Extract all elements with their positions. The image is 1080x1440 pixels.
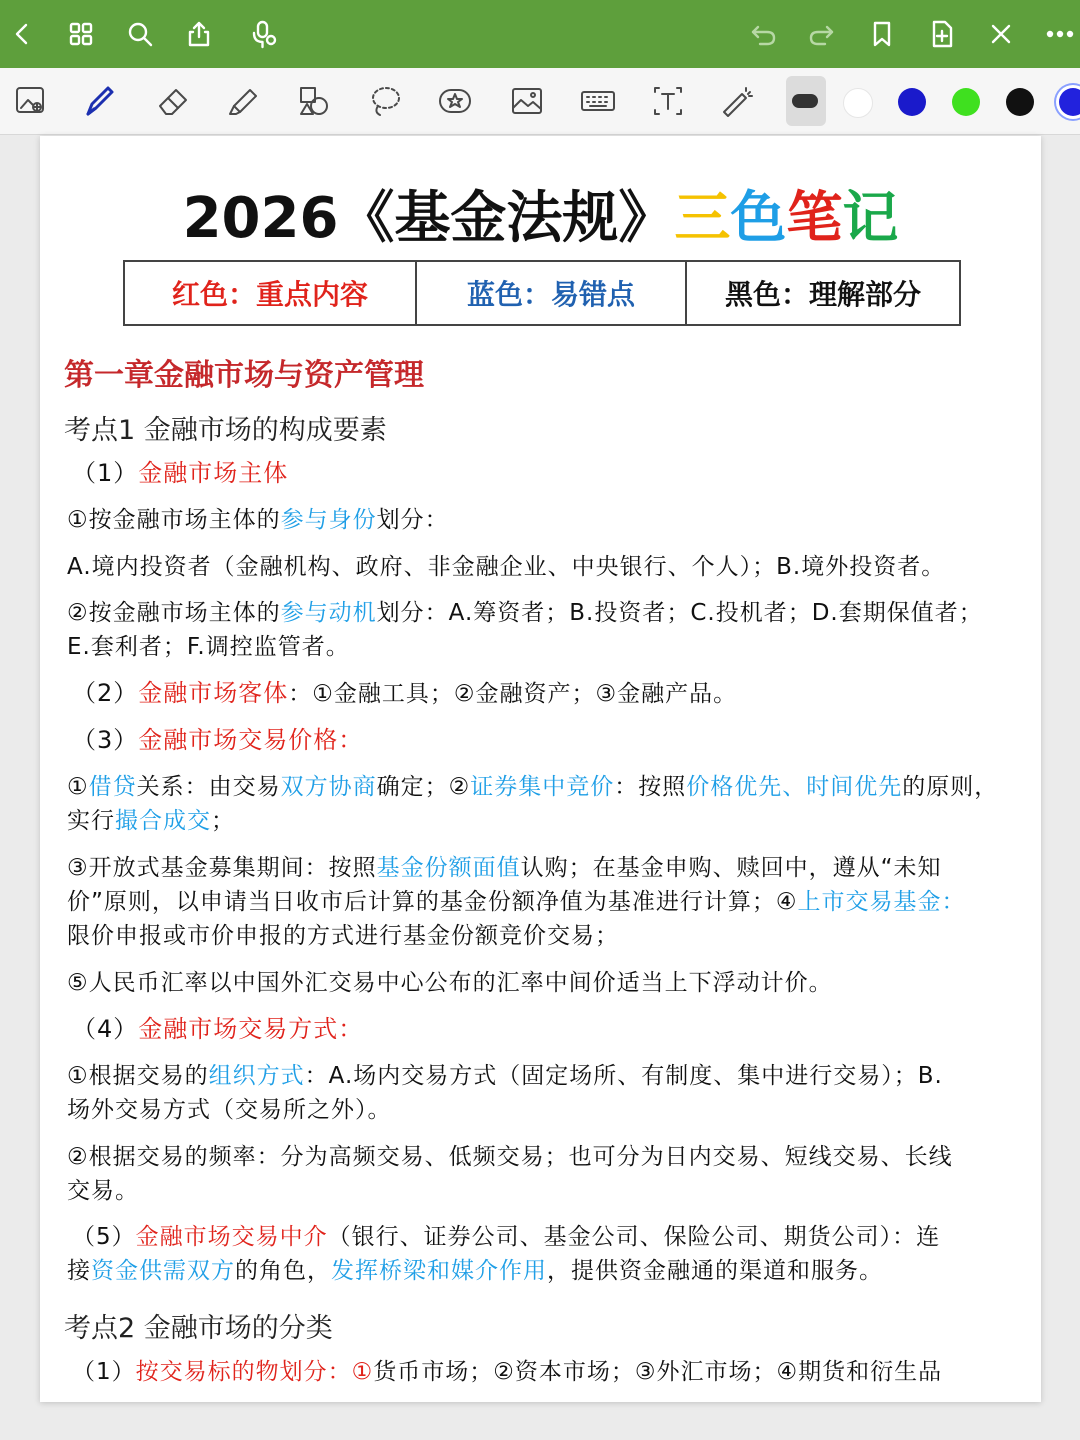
color-swatch-blue-selected[interactable]	[1059, 88, 1080, 116]
shapes-icon[interactable]	[293, 80, 335, 122]
page-title	[40, 174, 1041, 254]
color-swatch-black[interactable]	[1006, 88, 1034, 116]
line-6: 实行撮合成交；	[67, 808, 235, 834]
back-icon[interactable]	[4, 16, 40, 52]
line-13: ②根据交易的频率：分为高频交易、低频交易；也可分为日内交易、短线交易、长线	[67, 1144, 953, 1170]
note-page[interactable]	[40, 136, 1041, 1402]
section-3: （3）金融市场交易价格：	[72, 726, 364, 754]
add-page-icon[interactable]	[924, 16, 960, 52]
title-char-red: 笔	[786, 186, 843, 251]
lasso-icon[interactable]	[364, 80, 406, 122]
line-15: 接资金供需双方的角色，发挥桥梁和媒介作用，提供资金融通的渠道和服务。	[67, 1258, 883, 1284]
color-swatch-white[interactable]	[843, 88, 873, 118]
line-14: 交易。	[67, 1178, 139, 1204]
top-app-bar	[0, 0, 1080, 68]
undo-icon[interactable]	[745, 16, 781, 52]
section-2: （2）金融市场客体：①金融工具；②金融资产；③金融产品。	[72, 679, 738, 707]
redo-icon[interactable]	[804, 16, 840, 52]
line-1: ①按金融市场主体的参与身份划分：	[67, 507, 449, 533]
legend-blue: 蓝色： 易错点	[415, 262, 685, 324]
bookmark-icon[interactable]	[864, 16, 900, 52]
chapter-heading: 第一章金融市场与资产管理	[64, 358, 424, 393]
highlighter-icon[interactable]	[222, 80, 264, 122]
topic-heading-2: 考点2 金融市场的分类	[64, 1313, 333, 1344]
line-7: ③开放式基金募集期间：按照基金份额面值认购；在基金申购、赎回中，遵从“未知	[67, 855, 942, 881]
line-4: E.套利者；F.调控监管者。	[67, 634, 350, 660]
color-legend-table	[123, 260, 961, 326]
eraser-icon[interactable]	[152, 80, 194, 122]
line-8: 价”原则，以申请当日收市后计算的基金份额净值为基准进行计算；④上市交易基金：	[67, 889, 966, 915]
line-2: A.境内投资者（金融机构、政府、非金融企业、中央银行、个人）；B.境外投资者。	[67, 554, 946, 580]
line-11: ①根据交易的组织方式：A.场内交易方式（固定场所、有制度、集中进行交易）；B.	[67, 1063, 943, 1089]
color-swatch-navy[interactable]	[898, 88, 926, 116]
text-box-icon[interactable]	[647, 80, 689, 122]
line-9: 限价申报或市价申报的方式进行基金份额竞价交易；	[67, 923, 619, 949]
keyboard-icon[interactable]	[577, 80, 619, 122]
close-icon[interactable]	[983, 16, 1019, 52]
share-icon[interactable]	[181, 16, 217, 52]
section-1: （1）金融市场主体	[72, 459, 289, 487]
section-4: （4）金融市场交易方式：	[72, 1015, 364, 1043]
search-icon[interactable]	[122, 16, 158, 52]
selected-pen-size[interactable]	[786, 76, 826, 126]
title-char-blue: 色	[730, 186, 787, 251]
grid-icon[interactable]	[63, 16, 99, 52]
pen-icon[interactable]	[78, 80, 120, 122]
title-char-yellow: 三	[674, 186, 731, 251]
line-10: ⑤人民币汇率以中国外汇交易中心公布的汇率中间价适当上下浮动计价。	[67, 970, 833, 996]
laser-pointer-icon[interactable]	[716, 80, 758, 122]
line-16: （1）按交易标的物划分：①货币市场；②资本市场；③外汇市场；④期货和衍生品	[72, 1359, 943, 1385]
title-main: 2026《基金法规》	[182, 186, 675, 251]
section-5: （5）金融市场交易中介（银行、证券公司、基金公司、保险公司、期货公司）：连	[72, 1224, 941, 1250]
photo-icon[interactable]	[506, 80, 548, 122]
color-swatch-green[interactable]	[952, 88, 980, 116]
line-3: ②按金融市场主体的参与动机划分：A.筹资者；B.投资者；C.投机者；D.套期保值者；	[67, 600, 983, 626]
more-icon[interactable]	[1042, 16, 1078, 52]
title-char-green: 记	[842, 186, 899, 251]
legend-black: 黑色： 理解部分	[685, 262, 959, 324]
line-12: 场外交易方式（交易所之外）。	[67, 1097, 392, 1123]
sticker-icon[interactable]	[434, 80, 476, 122]
legend-red: 红色： 重点内容	[171, 278, 369, 311]
mic-icon[interactable]	[245, 16, 281, 52]
line-5: ①借贷关系：由交易双方协商确定；②证券集中竞价：按照价格优先、时间优先的原则，	[67, 774, 999, 800]
topic-heading-1: 考点1 金融市场的构成要素	[64, 415, 387, 446]
image-edit-icon[interactable]	[10, 80, 52, 122]
